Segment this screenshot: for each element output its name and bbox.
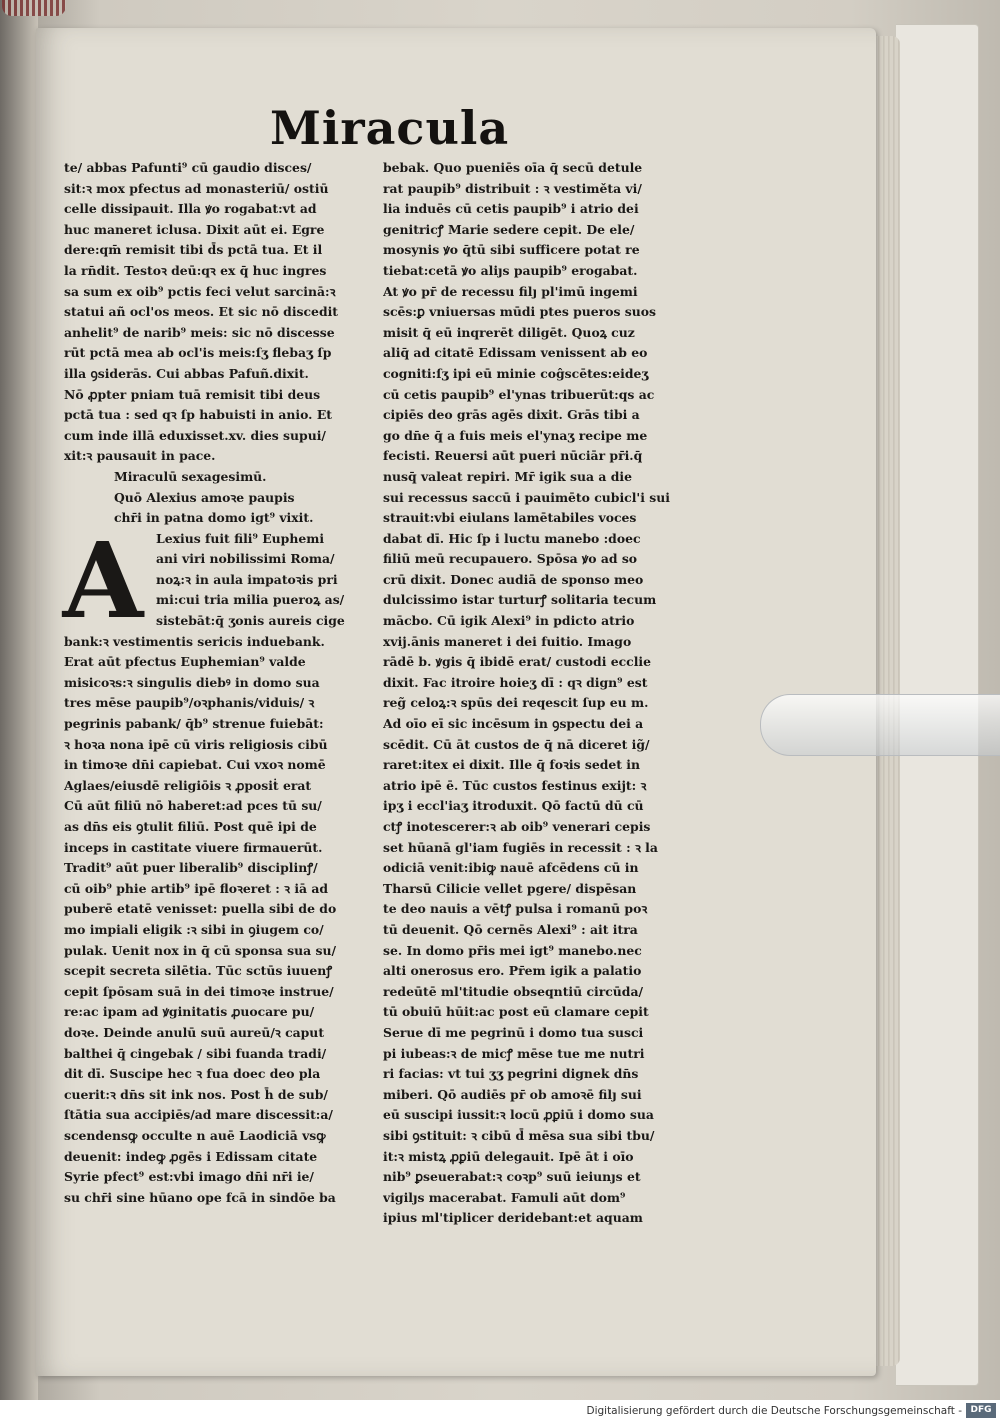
text-line: raret:itex ei dixit. Ille q̄ foꝛis sedet in <box>383 757 641 773</box>
text-line: cipiēs deo grās agēs dixit. Grās tibi a <box>383 407 640 423</box>
text-line: mosynis ꝟo q̄tū sibi sufficere potat re <box>383 242 640 258</box>
text-line: mācbo. Cū igik Alexi⁹ in pdicto atrio <box>383 613 635 629</box>
running-header: Miracula <box>270 101 510 155</box>
text-line: re:ac ipam ad ꝟginitatis ꝓuocare pu/ <box>64 1004 315 1020</box>
text-line: dixit. Fac itroire hoieʒ dī : qꝛ dign⁹ est <box>383 674 648 690</box>
text-line: Ad oīo eī sic incēsum in ꝯspectu dei a <box>383 716 644 732</box>
text-line: strauit:vbi eiulans lamētabiles voces <box>383 510 637 526</box>
text-line: scendensꝙ occulte n auē Laodiciā vsꝙ <box>64 1127 326 1143</box>
text-line: xit:ꝛ pausauit in pace. <box>64 448 216 464</box>
text-line: cum inde illā eduxisset.xv. dies supui/ <box>64 427 326 443</box>
text-line: rādē b. ꝟgis q̄ ibidē erat/ custodi ecclie <box>383 654 651 670</box>
text-line: ctꝭ inotescerer:ꝛ ab oib⁹ venerari cepis <box>383 819 651 834</box>
text-line: misit q̄ eū inqrerēt diligēt. Quoꝝ cuz <box>383 324 635 340</box>
footer-bar <box>0 1400 1000 1422</box>
text-line: ri facias: vt tui ʒʒ pegrini dignek dn̄s <box>383 1066 639 1082</box>
text-line: Miraculū sexagesimū. <box>114 468 267 484</box>
text-line: eū suscipi iussit:ꝛ locū ꝓꝑiū i domo sua <box>383 1107 654 1123</box>
text-line: Quō Alexius amoꝛe paupis <box>114 489 295 505</box>
text-line: it:ꝛ mistꝝ ꝓꝑiū delegauit. Ipē āt i oīo <box>383 1148 634 1164</box>
text-line: dabat dī. Hic ſp i luctu manebo :doec <box>383 530 641 546</box>
text-line: rūt pctā mea ab ocl'is meis:ſʒ flebaʒ ſp <box>64 345 332 361</box>
text-line: cū cetis paupib⁹ el'ynas tribuerūt:qs ac <box>383 386 655 402</box>
text-line: celle dissipauit. Illa ꝟo rogabat:vt ad <box>64 201 317 217</box>
text-line: go dn̄e q̄ a fuis meis el'ynaʒ recipe me <box>383 427 648 443</box>
text-line: fecisti. Reuersi aūt pueri nūciār pr̄i.q̄ <box>383 448 643 464</box>
text-line: Serue dī me pegrinū i domo tua susci <box>383 1024 644 1040</box>
text-line: se. In domo pr̄is mei igt⁹ manebo.nec <box>383 942 642 958</box>
text-line: dit dī. Suscipe hec ꝛ fua doec deo pla <box>64 1066 321 1082</box>
text-line: alti onerosus ero. Pr̄em igik a palatio <box>383 963 642 979</box>
text-line: odiciā venit:ibiꝙ nauē afcēdens cū in <box>383 860 639 876</box>
text-line: atrio ipē ē. Tūc custos festinus exijt: ꝛ <box>383 777 647 793</box>
text-line: scēs:ꝑ vniuersas mūdi ptes pueros suos <box>383 304 656 320</box>
text-line: anhelit⁹ de narib⁹ meis: sic nō discesse <box>64 324 335 340</box>
text-line: tū deuenit. Qō cernēs Alexi⁹ : ait itra <box>383 921 638 937</box>
text-line: tiebat:cetā ꝟo aliȷs paupib⁹ erogabat. <box>383 262 638 278</box>
text-line: pegrinis pabank/ q̄b⁹ strenue fuiebāt: <box>64 716 324 732</box>
text-line: scēdit. Cū āt custos de q̄ nā diceret ig̃/ <box>383 736 650 752</box>
text-line: cuerit:ꝛ dn̄s sit ink nos. Post h̄ de sub/ <box>64 1086 328 1102</box>
text-line: la rn̄dit. Testoꝛ deū:qꝛ ex q̄ huc ingres <box>64 262 327 278</box>
text-line: doꝛe. Deinde anulū suū aureū/ꝛ caput <box>64 1024 325 1040</box>
text-line: cū oib⁹ phie artib⁹ ipē floꝛeret : ꝛ iā ad <box>64 880 329 896</box>
text-line: filiū meū recupauero. Spōsa ꝟo ad so <box>383 551 638 567</box>
text-line: Syrie pfect⁹ est:vbi imago dn̄i nr̄i ie/ <box>64 1169 314 1185</box>
text-line: set hūanā gl'iam fugiēs in recessit : ꝛ la <box>383 839 658 855</box>
text-line: noꝝ:ꝛ in aula impatoꝛis pri <box>156 571 338 587</box>
text-line: aliq̄ ad citatē Edissam venissent ab eo <box>383 345 648 361</box>
left-column-bottom-text <box>64 632 388 1209</box>
text-line: nusq̄ valeat repiri. Mr̄ igik sua a die <box>383 468 632 484</box>
text-line: deuenit: indeꝙ ꝓgēs i Edissam citate <box>64 1148 318 1164</box>
text-line: as dn̄s eis ꝯtulit filiū. Post quē ipi de <box>64 819 317 834</box>
text-line: crū dixit. Donec audiā de sponso meo <box>383 571 644 587</box>
text-line: mo impiali eligik :ꝛ sibi in ꝯiugem co/ <box>64 921 324 937</box>
text-line: nib⁹ ꝑseuerabat:ꝛ coꝛp⁹ suū ieiunȷs et <box>383 1169 641 1185</box>
text-line: genitricꝭ Marie sedere cepit. De ele/ <box>383 221 635 237</box>
text-line: misicoꝛs:ꝛ singulis diebꝰ in domo sua <box>64 674 320 690</box>
text-line: Nō ꝓpter pniam tuā remisit tibi deus <box>64 386 321 402</box>
text-line: cogniti:ſʒ ipi eū minie coĝscētes:eideʒ <box>383 365 649 381</box>
text-line: statui añ ocl'os meos. Et sic nō discedit <box>64 304 339 320</box>
text-line: pi iubeas:ꝛ de micꝭ mēse tue me nutri <box>383 1045 645 1061</box>
text-line: bank:ꝛ vestimentis sericis induebank. <box>64 633 325 649</box>
text-line: Tradit⁹ aūt puer liberalib⁹ disciplinꝭ/ <box>64 860 318 876</box>
text-line: ani viri nobilissimi Roma/ <box>156 551 335 567</box>
text-line: ꝛ hoꝛa nona ipē cū viris religiosis cibū <box>64 736 328 752</box>
left-column <box>64 158 388 1208</box>
text-line: ipʒ i eccl'iaʒ itroduxit. Qō factū dū cū <box>383 798 644 814</box>
text-line: scepit secreta silētia. Tūc sctūs iuuenꝭ <box>64 963 333 979</box>
text-line: cepit ſpōsam suā in dei timoꝛe instrue/ <box>64 983 334 999</box>
text-line: te deo nauis a vētꝭ pulsa i romanū poꝛ <box>383 901 648 917</box>
dfg-logo: DFG <box>966 1403 996 1418</box>
text-line: huc maneret iclusa. Dixit aūt ei. Egre <box>64 221 325 237</box>
text-line: reg̃ celoꝝ:ꝛ spūs dei reqescit ſup eu m. <box>383 695 649 711</box>
text-line: inceps in castitate viuere firmauerūt. <box>64 839 323 855</box>
funding-credit: Digitalisierung gefördert durch die Deutsche Forschungsgemeinschaft - <box>586 1405 962 1417</box>
page-clip <box>760 694 1000 756</box>
text-line: illa ꝯsiderās. Cui abbas Pafuñ.dixit. <box>64 365 309 381</box>
text-line: sibi ꝯstituit: ꝛ cibū d̄ mēsa sua sibi tbu/ <box>383 1127 655 1143</box>
text-line: mi:cui tria milia pueroꝝ as/ <box>156 592 345 608</box>
text-line: tres mēse paupib⁹/oꝛphanis/viduis/ ꝛ <box>64 695 315 711</box>
bookmark-ribbon <box>2 0 66 16</box>
text-line: bebak. Quo pueniēs oīa q̄ secū detule <box>383 160 643 175</box>
text-line: xvij.ānis maneret i dei fuitio. Imago <box>383 633 632 649</box>
text-line: pulak. Uenit nox in q̄ cū sponsa sua su/ <box>64 942 336 958</box>
text-line: ipius ml'tiplicer deridebant:et aquam <box>383 1210 643 1226</box>
text-line: miberi. Qō audiēs pr̄ ob amoꝛē filȷ sui <box>383 1086 642 1102</box>
text-line: sa sum ex oib⁹ pctis feci velut sarcinā:ꝛ <box>64 283 336 299</box>
initial-letter: A <box>62 518 144 642</box>
text-line: dulcissimo istar turturꝭ solitaria tecum <box>383 592 657 608</box>
text-line: lia induēs cū cetis paupib⁹ i atrio dei <box>383 201 639 217</box>
text-line: puberē etatē venisset: puella sibi de do <box>64 901 337 917</box>
text-line: redeūtē ml'titudie obseqntiū circūda/ <box>383 983 643 999</box>
right-column-text <box>383 158 707 1229</box>
text-line: te/ abbas Pafunti⁹ cū gaudio disces/ <box>64 160 312 175</box>
text-line: Aglaes/eiusdē religiōis ꝛ ꝓposiṫ erat <box>64 777 312 793</box>
right-column <box>383 158 707 1229</box>
text-line: rat paupib⁹ distribuit : ꝛ vestiměta vi/ <box>383 180 642 196</box>
text-line: balthei q̄ cingebak / sibi fuanda tradi/ <box>64 1045 327 1061</box>
text-line: Cū aūt filiū nō haberet:ad pces tū su/ <box>64 798 322 814</box>
text-line: At ꝟo pr̄ de recessu filȷ pl'imū ingemi <box>383 283 638 299</box>
text-line: su chr̄i sine hūano ope fcā in sindōe ba <box>64 1189 336 1205</box>
text-line: pctā tua : sed qꝛ ſp habuisti in anio. Et <box>64 407 332 423</box>
text-line: in timoꝛe dn̄i capiebat. Cui vxoꝛ nomē <box>64 757 326 773</box>
text-line: sui recessus saccū i pauimēto cubicl'i sui <box>383 489 670 505</box>
text-line: vigilȷs macerabat. Famuli aūt dom⁹ <box>383 1189 626 1205</box>
book-cover-left <box>0 0 38 1400</box>
text-line: Erat aūt pfectus Euphemian⁹ valde <box>64 654 306 670</box>
left-column-top-text <box>64 158 388 467</box>
text-line: Tharsū Cilicie vellet pgere/ dispēsan <box>383 880 637 896</box>
text-line: sit:ꝛ mox pfectus ad monasteriū/ ostiū <box>64 180 329 196</box>
text-line: Lexius fuit fili⁹ Euphemi <box>156 530 325 546</box>
text-line: sistebāt:q̄ ʒonis aureis cige <box>156 613 345 629</box>
text-line: dere:qm̄ remisit tibi d̄s pctā tua. Et il <box>64 242 323 258</box>
text-line: ſtātia sua accipiēs/ad mare discessit:a/ <box>64 1107 333 1123</box>
text-line: tū obuiū hūit:ac post eū clamare cepit <box>383 1004 649 1020</box>
text-line: chr̄i in patna domo igt⁹ vixit. <box>114 510 314 526</box>
